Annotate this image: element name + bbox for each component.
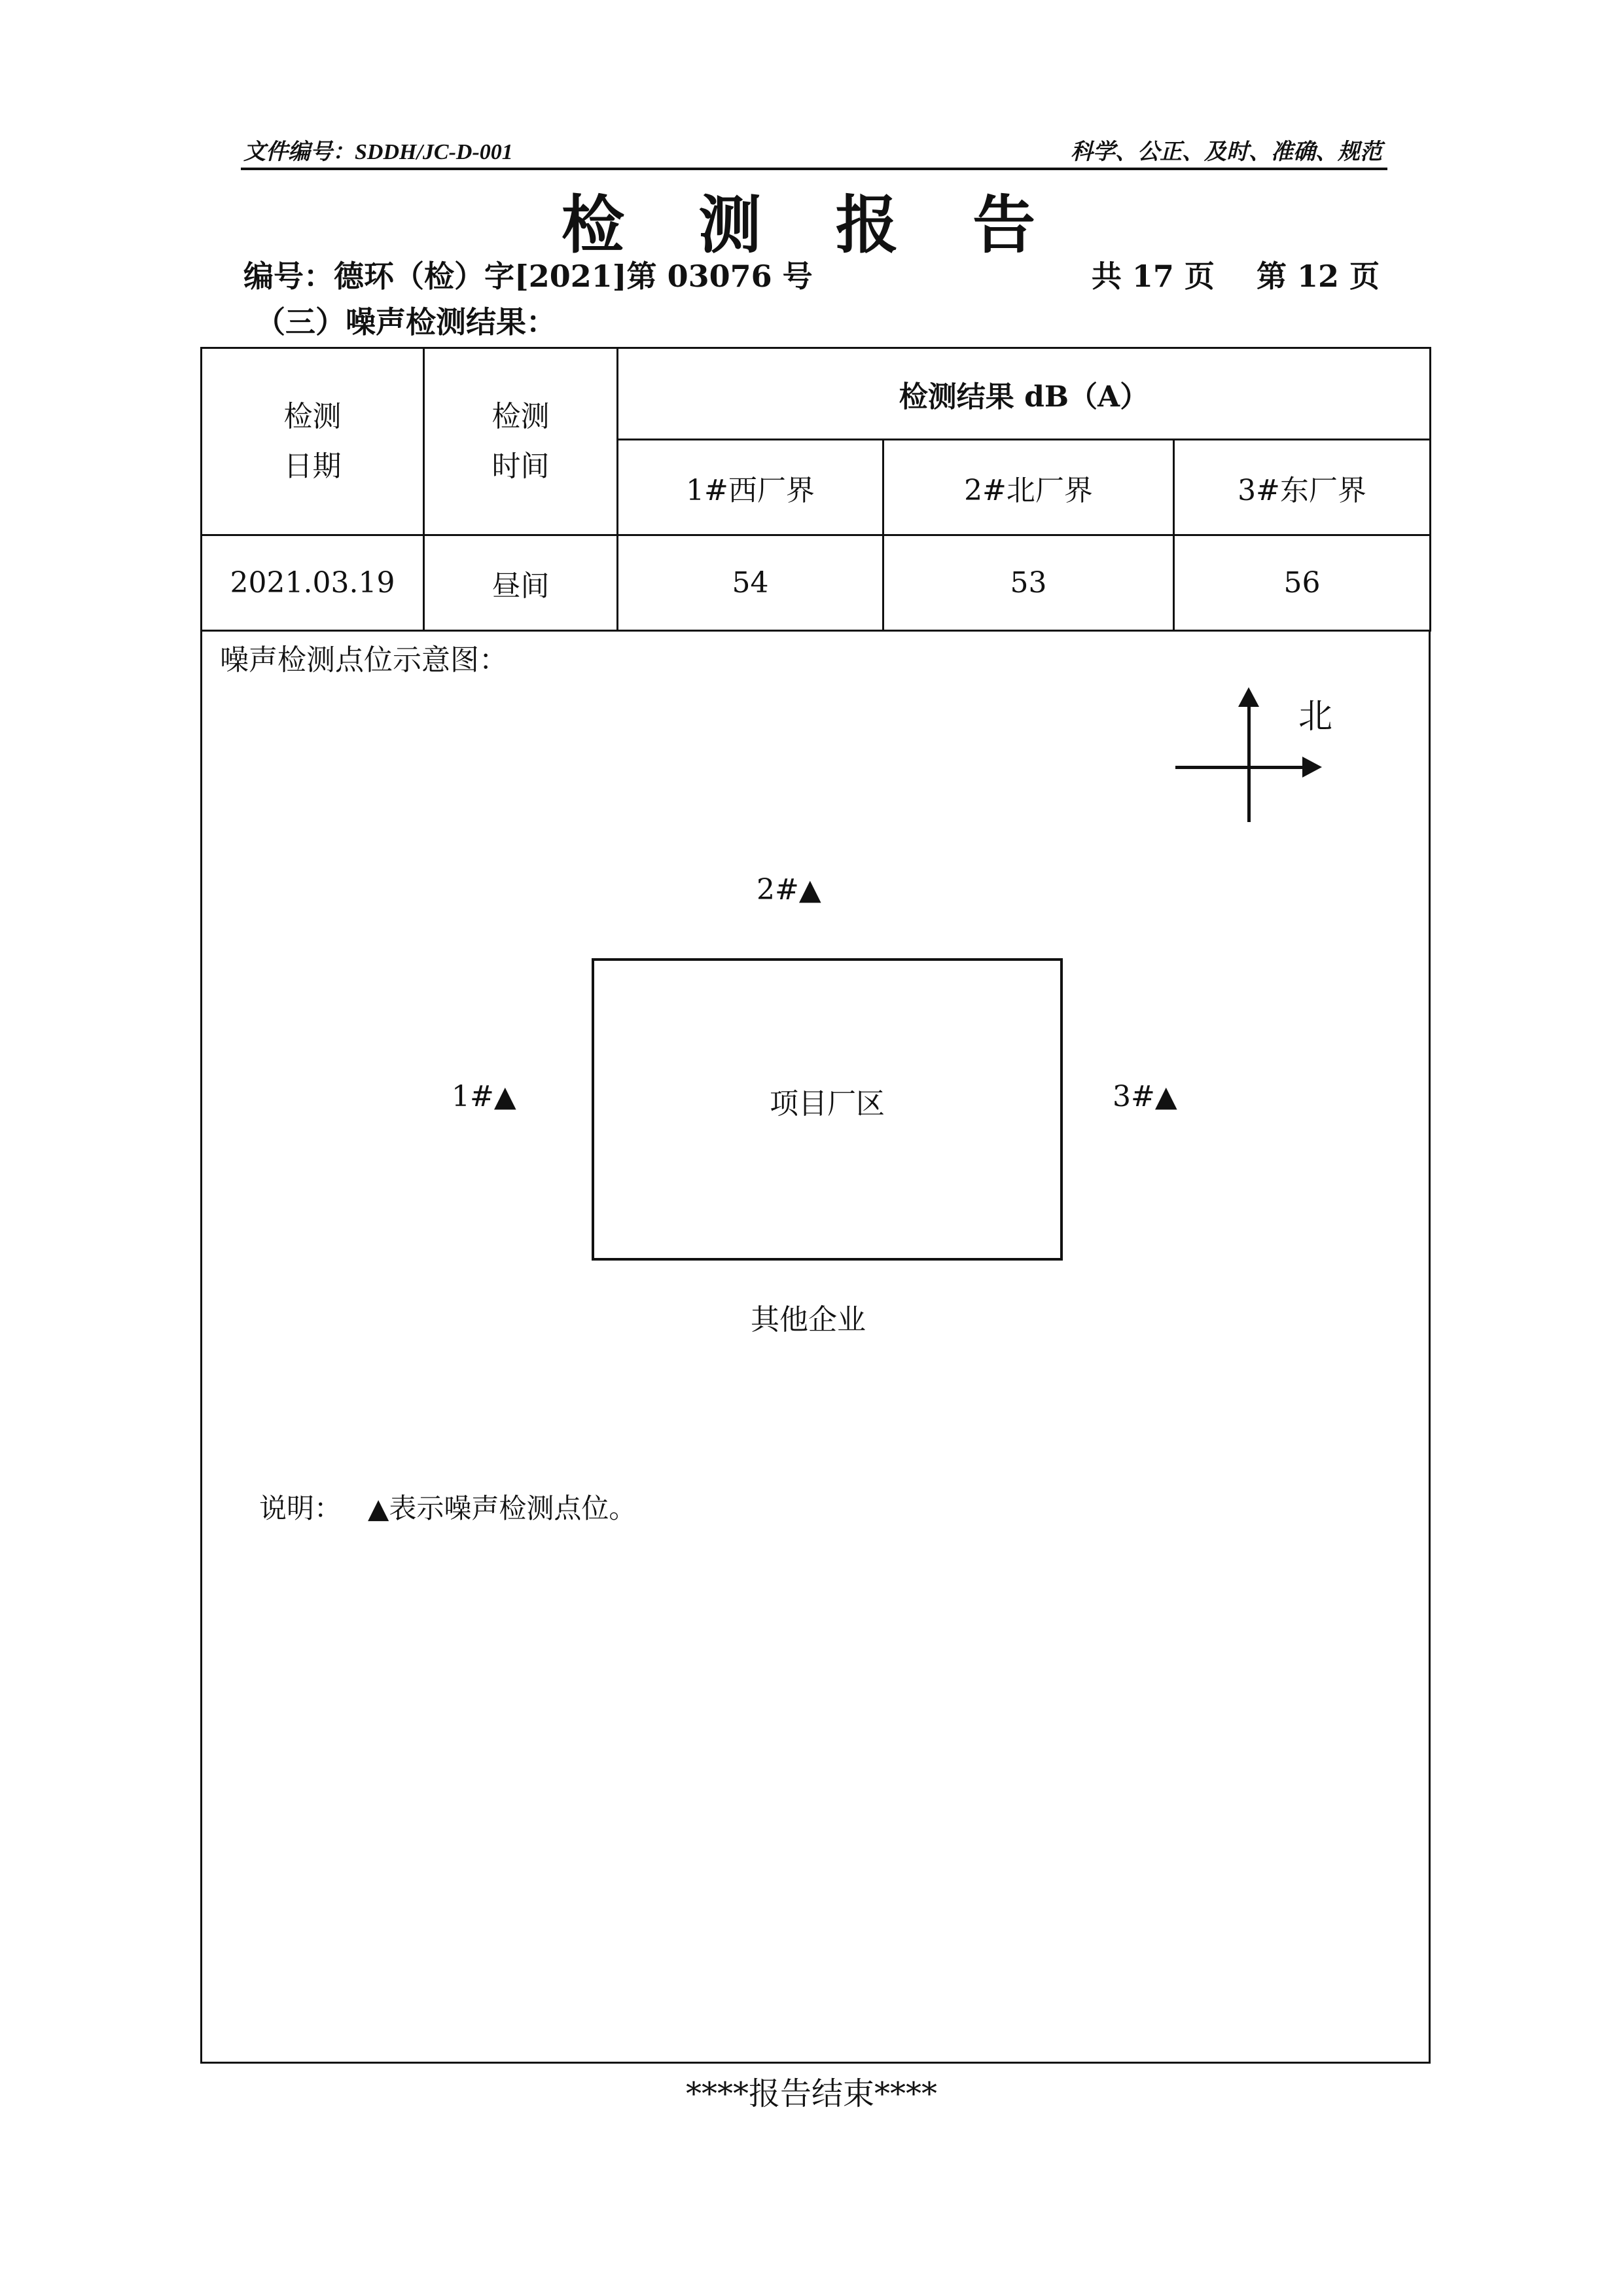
north-arrow-icon bbox=[1238, 687, 1259, 707]
cell-value-2: 53 bbox=[883, 535, 1174, 631]
table-row bbox=[202, 535, 1431, 631]
header-point-3: 3#东厂界 bbox=[1174, 440, 1431, 535]
header-point-2: 2#北厂界 bbox=[883, 440, 1174, 535]
header-rule bbox=[241, 168, 1387, 170]
file-number: 文件编号：SDDH/JC-D-001 bbox=[243, 140, 513, 164]
cell-date: 2021.03.19 bbox=[202, 535, 424, 631]
page-count: 共 17 页 第 12 页 bbox=[1091, 259, 1380, 294]
report-end: ****报告结束**** bbox=[685, 2075, 937, 2112]
triangle-marker-icon: ▲ bbox=[1154, 1080, 1177, 1113]
point-2-label: 2#▲ bbox=[757, 873, 821, 906]
cell-value-3: 56 bbox=[1174, 535, 1431, 631]
noise-result-table bbox=[200, 347, 1431, 632]
diagram-title: 噪声检测点位示意图： bbox=[220, 643, 508, 677]
other-enterprise-label: 其他企业 bbox=[751, 1303, 866, 1336]
triangle-marker-icon: ▲ bbox=[798, 873, 821, 906]
triangle-marker-icon: ▲ bbox=[493, 1080, 516, 1113]
header-date: 检测 日期 bbox=[202, 348, 424, 535]
cell-value-1: 54 bbox=[618, 535, 883, 631]
header-time: 检测 时间 bbox=[424, 348, 618, 535]
report-title: 检 测 报 告 bbox=[561, 188, 1062, 262]
plant-area-label: 项目厂区 bbox=[770, 1087, 885, 1121]
north-label: 北 bbox=[1298, 697, 1333, 736]
compass-vertical-line bbox=[1247, 694, 1251, 822]
section-title: （三）噪声检测结果： bbox=[255, 304, 556, 340]
report-number: 编号：德环（检）字[2021]第 03076 号 bbox=[243, 259, 813, 294]
triangle-marker-icon: ▲ bbox=[368, 1492, 389, 1524]
point-3-label: 3#▲ bbox=[1113, 1080, 1177, 1113]
legend: 说明： ▲表示噪声检测点位。 bbox=[259, 1492, 637, 1524]
compass-horizontal-line bbox=[1175, 766, 1311, 769]
header-point-1: 1#西厂界 bbox=[618, 440, 883, 535]
cell-time: 昼间 bbox=[424, 535, 618, 631]
motto: 科学、公正、及时、准确、规范 bbox=[1071, 140, 1382, 164]
east-arrow-icon bbox=[1302, 757, 1322, 778]
header-result: 检测结果 dB（A） bbox=[618, 348, 1431, 440]
diagram-frame bbox=[200, 630, 1431, 2064]
point-1-label: 1#▲ bbox=[452, 1080, 516, 1113]
